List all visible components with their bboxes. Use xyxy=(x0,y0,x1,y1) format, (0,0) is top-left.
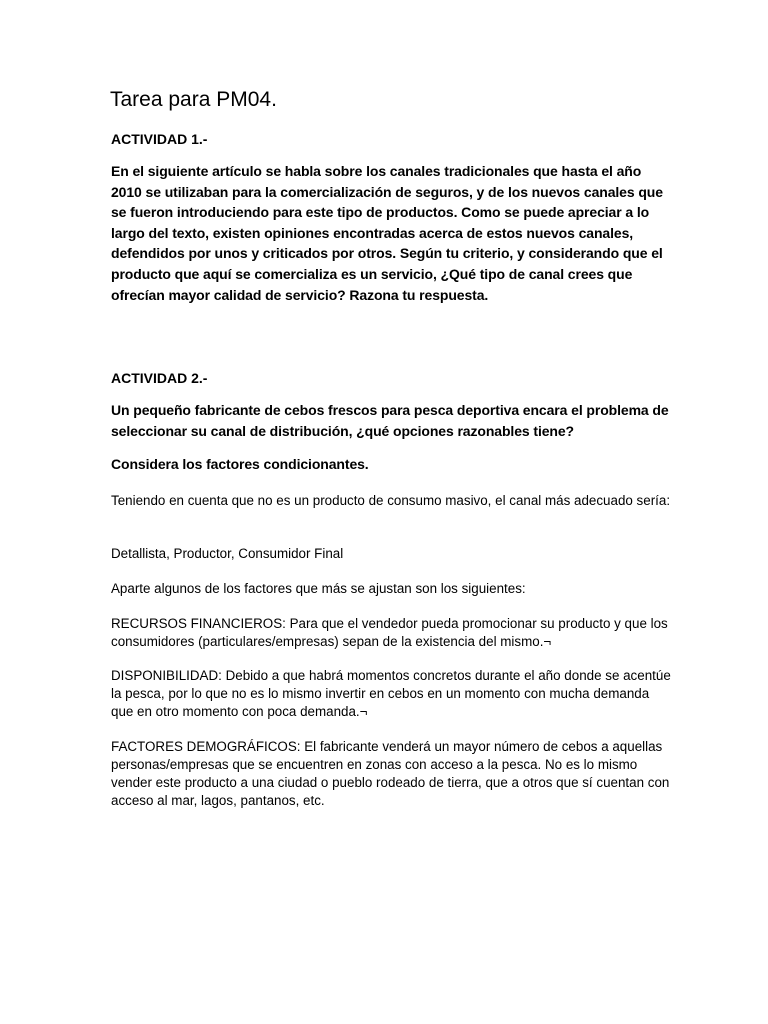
factor-demographic: FACTORES DEMOGRÁFICOS: El fabricante venderá un mayor número de cebos a aquellas personas/empresas que se encuentren en zonas con acceso a la pesca. No es lo mismo vender este producto a una ciudad o pueblo rodeado de tierra, que a otros que sí cuentan con acceso al mar, lagos, pantanos, etc. xyxy=(111,739,670,808)
activity-2-subprompt: Considera los factores condicionantes. xyxy=(111,456,369,472)
activity-2-prompt: Un pequeño fabricante de cebos frescos para pesca deportiva encara el problema de seleccionar su canal de distribución, ¿qué opciones razonables tiene? xyxy=(111,402,669,439)
factors-intro: Aparte algunos de los factores que más se ajustan son los siguientes: xyxy=(111,581,526,596)
factor-financial: RECURSOS FINANCIEROS: Para que el vendedor pueda promocionar su producto y que los consumidores (particulares/empresas) sepan de la existencia del mismo.¬ xyxy=(111,616,668,649)
answer-intro: Teniendo en cuenta que no es un producto de consumo masivo, el canal más adecuado sería: xyxy=(111,493,671,508)
factor-availability: DISPONIBILIDAD: Debido a que habrá momentos concretos durante el año donde se acentúe la pesca, por lo que no es lo mismo invertir en cebos en un momento con mucha demanda que en otro momento con poca demanda.¬ xyxy=(111,668,671,719)
activity-2-heading: ACTIVIDAD 2.- xyxy=(111,370,208,386)
channel-answer: Detallista, Productor, Consumidor Final xyxy=(111,546,344,561)
activity-1-prompt: En el siguiente artículo se habla sobre los canales tradicionales que hasta el año 2010 se utilizaban para la comercialización de seguros, y de los nuevos canales que se fueron introduciendo para este tipo de productos. Como se puede apreciar a lo largo del texto, existen opiniones encontradas acerca de estos nuevos canales, defendidos por unos y criticados por otros. Según tu criterio, y considerando que el producto que aquí se comercializa es un servicio, ¿Qué tipo de canal crees que ofrecían mayor calidad de servicio? Razona tu respuesta. xyxy=(111,163,663,303)
document-title: Tarea para PM04. xyxy=(110,88,277,111)
activity-1-heading: ACTIVIDAD 1.- xyxy=(111,131,208,147)
